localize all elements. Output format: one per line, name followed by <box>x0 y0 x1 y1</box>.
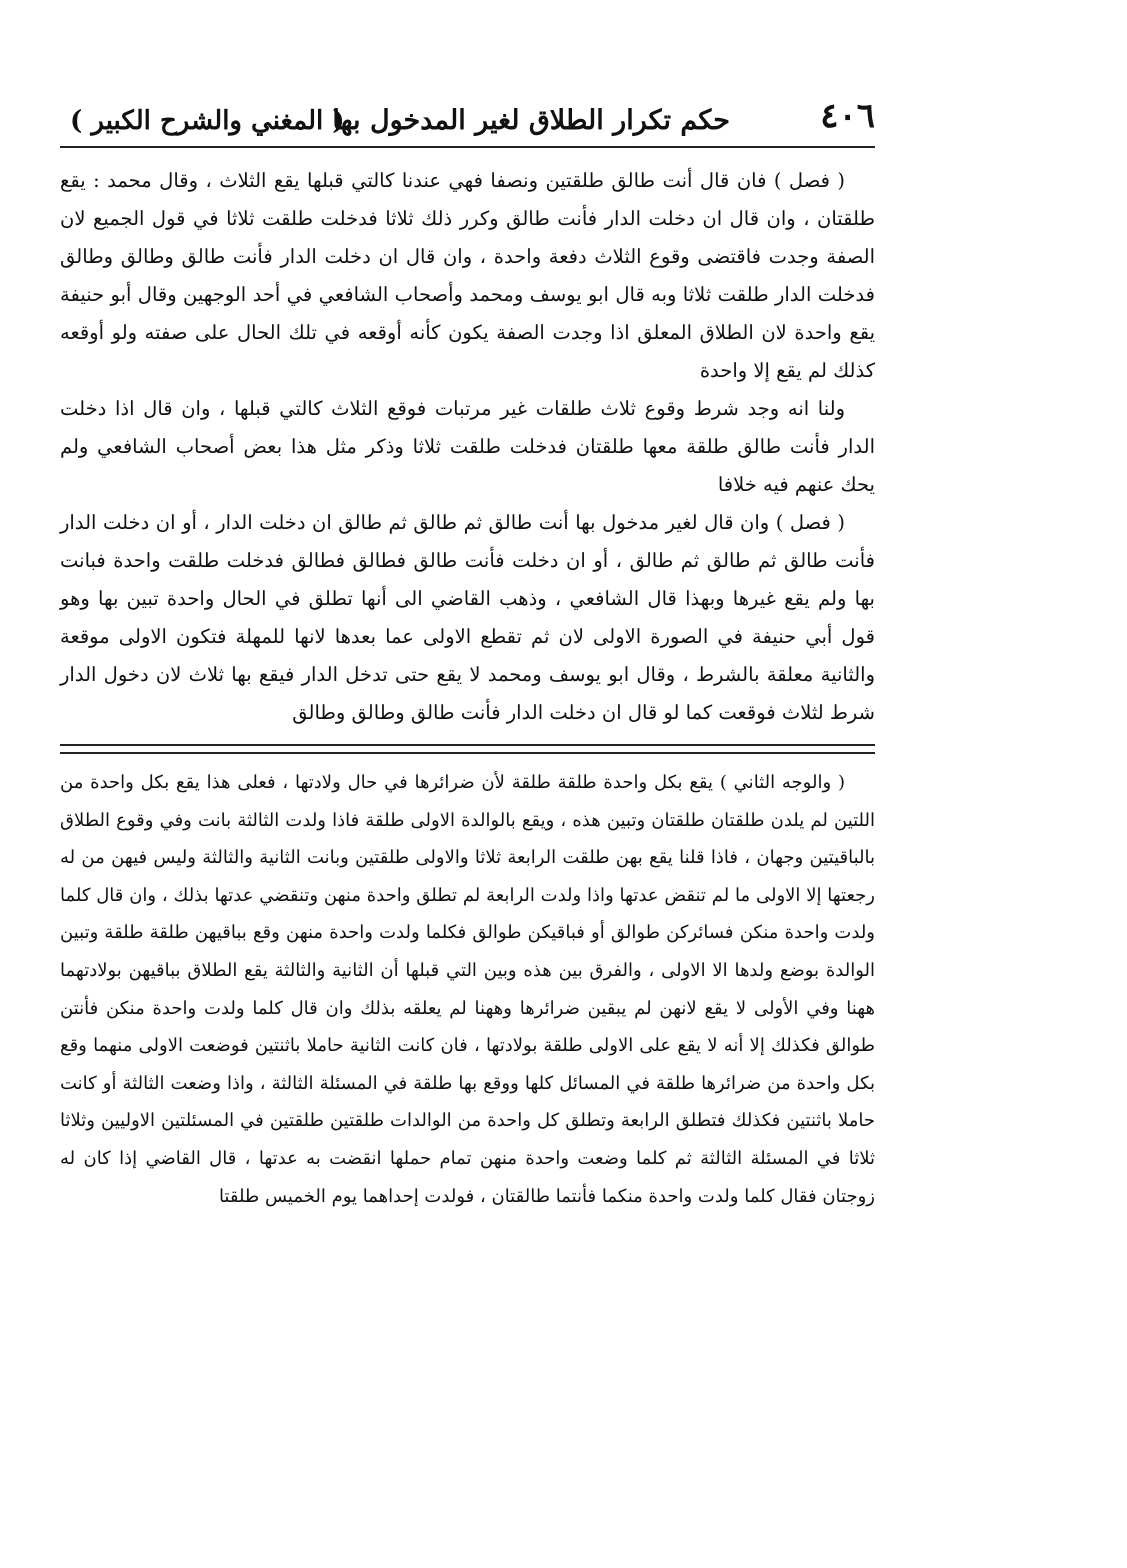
main-text <box>60 162 875 732</box>
page-header <box>60 90 875 148</box>
paragraph-walana: ولنا انه وجد شرط وقوع ثلاث طلقات غير مرتبات فوقع الثلاث كالتي قبلها ، وان قال اذا دخلت الدار فأنت طالق طلقة معها طلقتان فدخلت طلقت ثلاثا وذكر مثل هذا بعض أصحاب الشافعي ولم يحك عنهم فيه خلافا <box>60 397 875 496</box>
footnote-text <box>60 764 875 1215</box>
section-title: حكم تكرار الطلاق لغير المدخول بها <box>332 105 730 136</box>
paragraph-fasl-2: ( فصل ) وان قال لغير مدخول بها أنت طالق ثم طالق ثم طالق ان دخلت الدار ، أو ان دخلت الدار فأنت طالق ثم طالق ثم طالق ، أو ان دخلت فأنت طالق فطالق فطالق فدخلت طلقت واحدة فبانت بها ولم يقع غيرها وبهذا قال الشافعي ، وذهب القاضي الى أنها تطلق في الحال واحدة تبين بها وهو قول أبي حنيفة في الصورة الاولى لان ثم تقطع الاولى عما بعدها لانها للمهلة فتكون الاولى موقعة والثانية معلقة بالشرط ، وقال ابو يوسف ومحمد لا يقع حتى تدخل الدار فيقع بها ثلاث لان دخول الدار شرط لثلاث فوقعت كما لو قال ان دخلت الدار فأنت طالق وطالق وطالق <box>60 511 875 724</box>
book-page <box>60 90 875 1510</box>
footnote-paragraph: ( والوجه الثاني ) يقع بكل واحدة طلقة طلقة لأن ضرائرها في حال ولادتها ، فعلى هذا يقع بكل واحدة من اللتين لم يلدن طلقتان طلقتان وتبين هذه ، ويقع بالوالدة الاولى طلقة فاذا ولدت الثالثة بانت وفي وقوع الطلاق بالباقيتين وجهان ، فاذا قلنا يقع بهن طلقت الرابعة ثلاثا والاولى طلقتين وبانت الثانية والثالثة وليس فيهن من له رجعتها إلا الاولى ما لم تنقض عدتها واذا ولدت الرابعة لم تطلق واحدة منهن وتنقضي عدتها بذلك ، وان قال كلما ولدت واحدة منكن فسائركن طوالق أو فباقيكن طوالق فكلما ولدت واحدة منهن وقع بباقيهن طلقة طلقة وتبين الوالدة بوضع ولدها الا الاولى ، والفرق بين هذه وبين التي قبلها أن الثانية والثالثة يقع الطلاق بباقيهن بولادتهما ههنا وفي الأولى لا يقع لانهن لم يبقين ضرائرها وههنا لم يعلقه بذلك وان قال كلما ولدت واحدة منكن فأنتن طوالق فكذلك إلا أنه لا يقع على الاولى طلقة بولادتها ، فان كانت الثانية حاملا باثنتين فوضعت الاولى منهما وقع بكل واحدة من ضرائرها طلقة في المسائل كلها ووقع بها طلقة في المسئلة الثالثة ، واذا وضعت الثالثة أو كانت حاملا باثنتين فكذلك فتطلق الرابعة وتطلق كل واحدة من الوالدات طلقتين طلقتين في المسئلتين الاوليين وثلاثا ثلاثا في المسئلة الثالثة ثم كلما وضعت واحدة منهن تمام حملها انقضت به عدتها ، قال القاضي إذا كان له زوجتان فقال كلما ولدت واحدة منكما فأنتما طالقتان ، فولدت إحداهما يوم الخميس طلقتا <box>60 772 875 1207</box>
paragraph-fasl-1: ( فصل ) فان قال أنت طالق طلقتين ونصفا فهي عندنا كالتي قبلها يقع الثلاث ، وقال محمد : يقع طلقتان ، وان قال ان دخلت الدار فأنت طالق وكرر ذلك ثلاثا فدخلت طلقت ثلاثا في قول الجميع لان الصفة وجدت فاقتضى وقوع الثلاث دفعة واحدة ، وان قال ان دخلت الدار فأنت طالق وطالق وطالق فدخلت الدار طلقت ثلاثا وبه قال ابو يوسف ومحمد وأصحاب الشافعي في أحد الوجهين وقال أبو حنيفة يقع واحدة لان الطلاق المعلق اذا وجدت الصفة يكون كأنه أوقعه في تلك الحال على صفته ولو أوقعه كذلك لم يقع إلا واحدة <box>60 169 875 382</box>
book-title: ( المغني والشرح الكبير ) <box>70 106 345 136</box>
page-number: ٤٠٦ <box>820 96 875 136</box>
footnote-divider <box>60 744 875 754</box>
